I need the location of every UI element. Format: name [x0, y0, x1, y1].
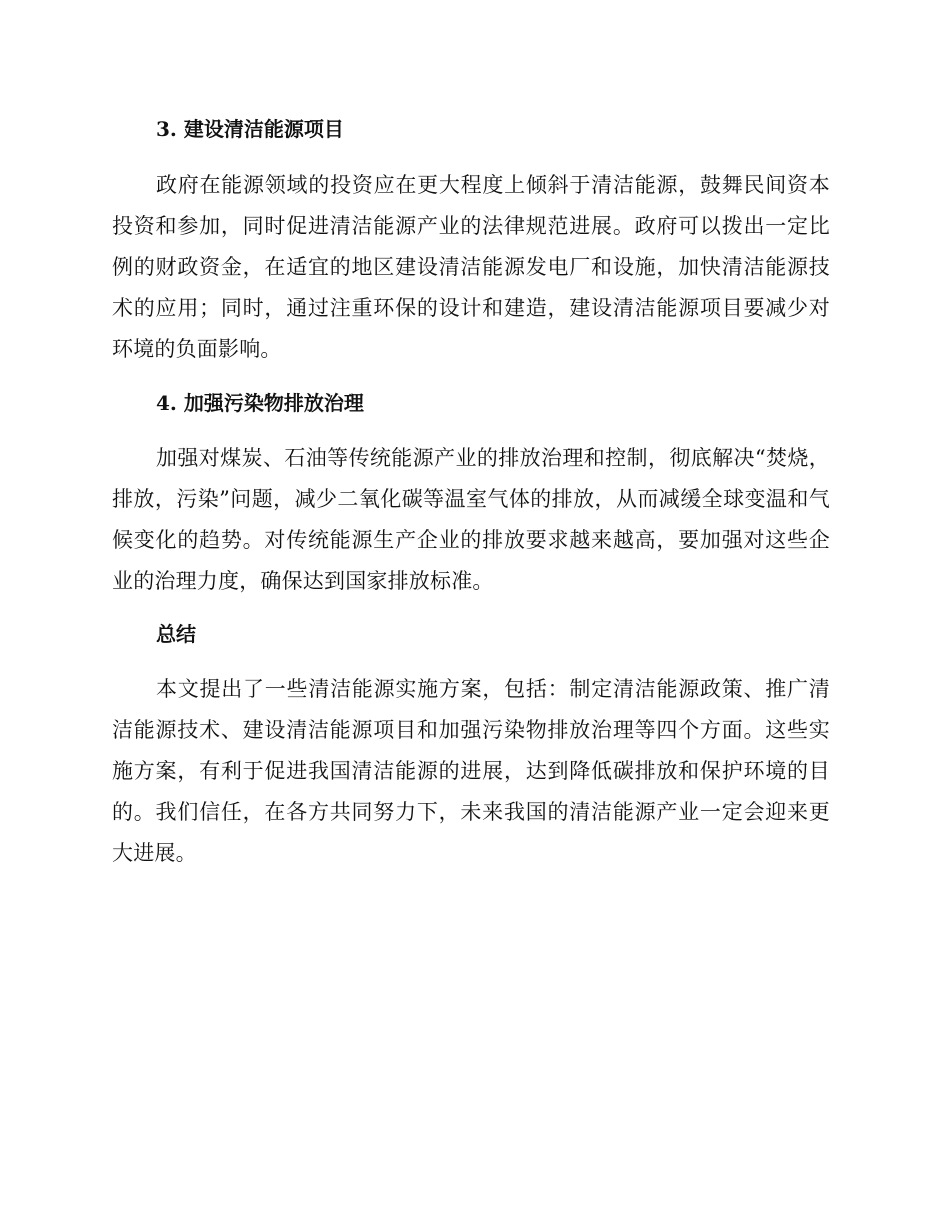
document-body: [112, 112, 830, 874]
section-paragraph: 本文提出了一些清洁能源实施方案，包括：制定清洁能源政策、推广清洁能源技术、建设清洁能源项目和加强污染物排放治理等四个方面。这些实施方案，有利于促进我国清洁能源的进展，达到降低碳排放和保护环境的目的。我们信任，在各方共同努力下，未来我国的清洁能源产业一定会迎来更大进展。: [112, 677, 830, 865]
section-build-clean-energy-projects: [112, 112, 830, 370]
section-heading: 3. 建设清洁能源项目: [156, 117, 344, 141]
section-heading: 4. 加强污染物排放治理: [156, 391, 364, 415]
section-paragraph: 加强对煤炭、石油等传统能源产业的排放治理和控制，彻底解决“焚烧，排放，污染”问题，减少二氧化碳等温室气体的排放，从而减缓全球变温和气候变化的趋势。对传统能源生产企业的排放要求越来越高，要加强对这些企业的治理力度，确保达到国家排放标准。: [112, 446, 830, 593]
section-summary: [112, 617, 830, 874]
section-paragraph: 政府在能源领域的投资应在更大程度上倾斜于清洁能源，鼓舞民间资本投资和参加，同时促进清洁能源产业的法律规范进展。政府可以拨出一定比例的财政资金，在适宜的地区建设清洁能源发电厂和设施，加快清洁能源技术的应用；同时，通过注重环保的设计和建造，建设清洁能源项目要减少对环境的负面影响。: [112, 173, 830, 361]
section-heading: 总结: [156, 622, 196, 646]
section-pollution-emission-control: [112, 386, 830, 602]
